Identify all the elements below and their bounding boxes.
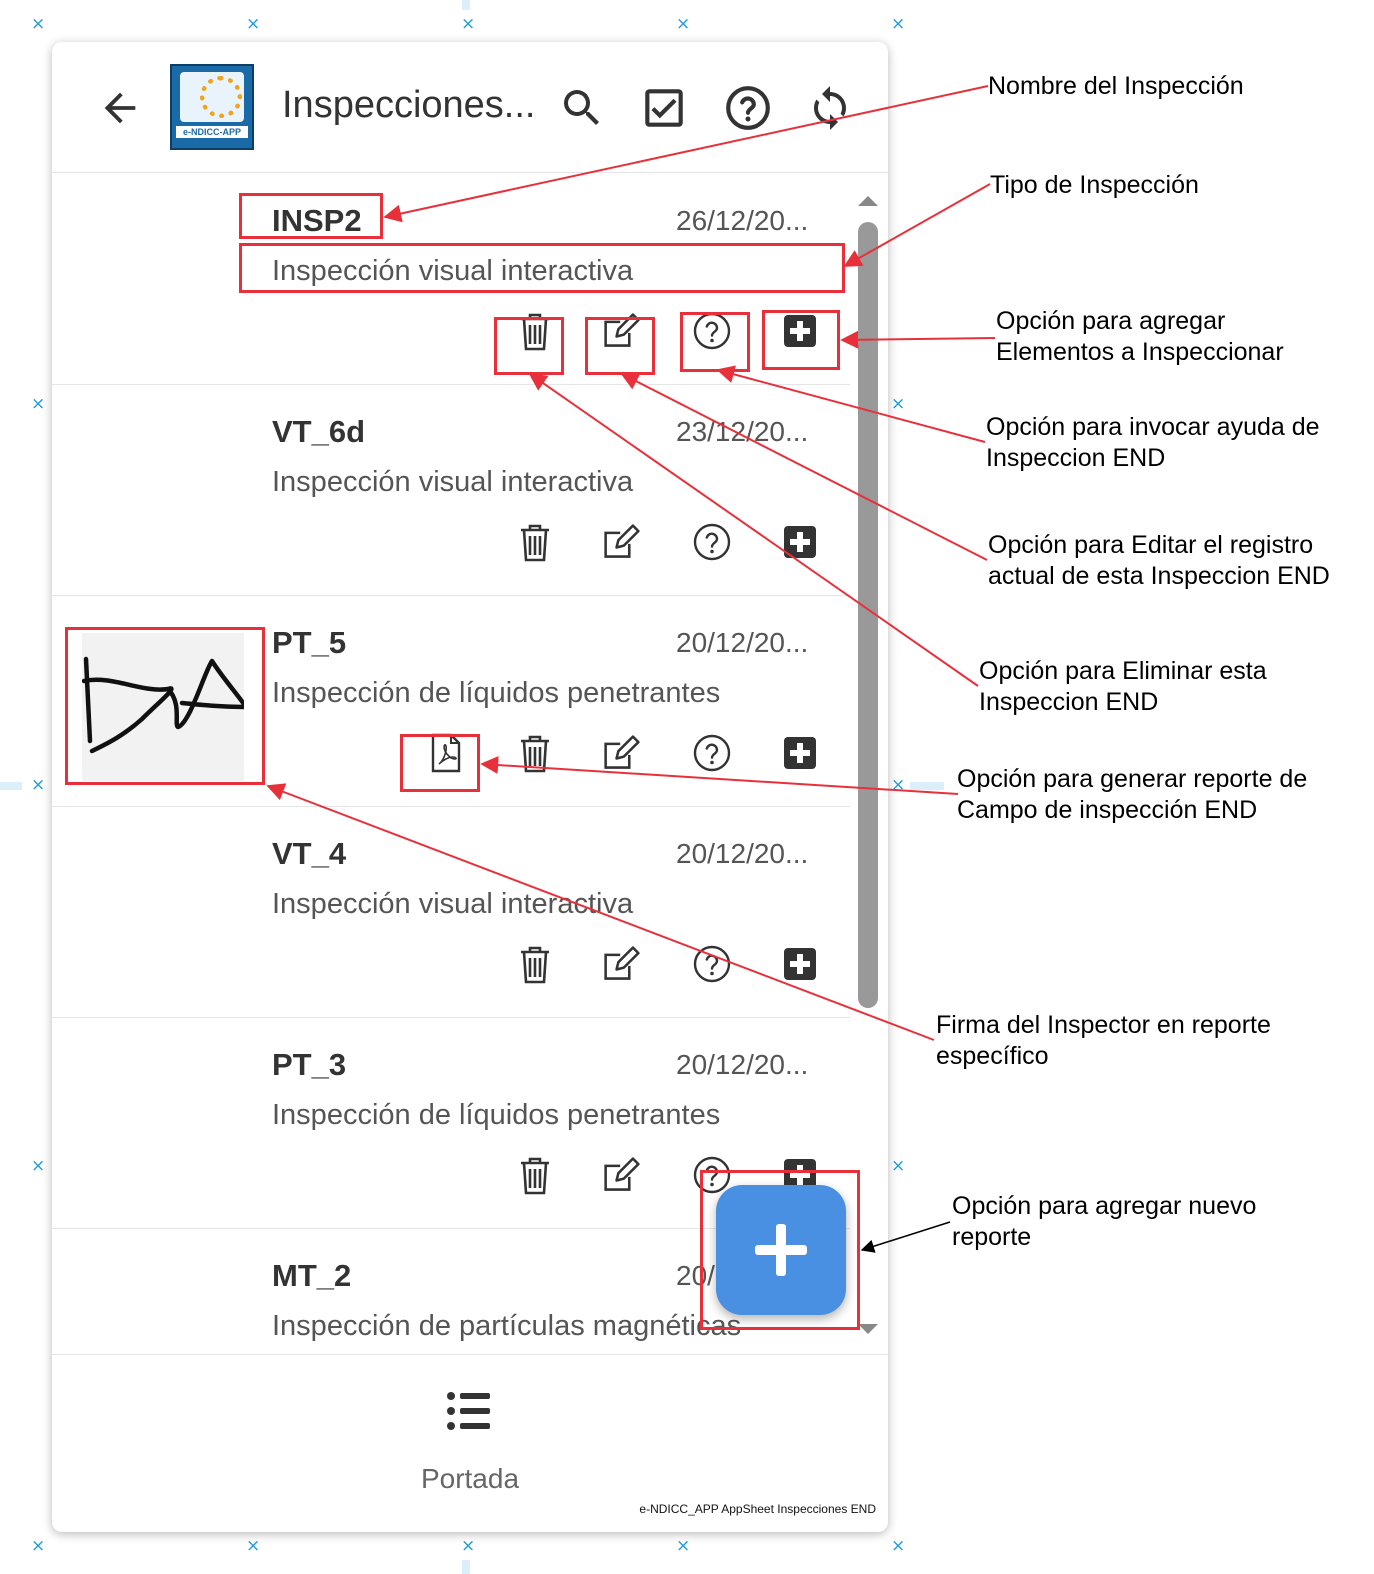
callout-line: Elementos a Inspeccionar <box>996 338 1284 366</box>
callout-line: Inspeccion END <box>986 444 1166 472</box>
guide-mark: × <box>676 1536 691 1556</box>
nav-label: Portada <box>420 1463 520 1494</box>
callout-ayuda <box>986 412 1320 474</box>
guide-mark: × <box>31 1156 46 1176</box>
guide-mark: × <box>246 14 261 34</box>
callout-nombre <box>988 71 1244 102</box>
callout-line: Nombre del Inspección <box>988 72 1244 100</box>
callout-reporte <box>957 764 1307 826</box>
callout-line: Firma del Inspector en reporte <box>936 1011 1271 1039</box>
guide-mark: × <box>31 14 46 34</box>
inspection-type: Inspección de partículas magnéticas <box>272 1310 742 1342</box>
inspection-date: 20/ <box>676 1260 715 1291</box>
callout-tipo <box>990 170 1199 201</box>
inspection-date: 20/12/20... <box>676 627 809 658</box>
inspection-name: PT_3 <box>272 1047 347 1082</box>
guide-mark: × <box>31 775 46 795</box>
inspection-date: 26/12/20... <box>676 205 809 236</box>
page-title: Inspecciones... <box>282 84 536 126</box>
callout-eliminar <box>979 656 1267 718</box>
logo-text: e-NDICC-APP <box>176 126 248 138</box>
inspection-type: Inspección visual interactiva <box>272 255 634 287</box>
callout-line: Opción para agregar <box>996 307 1226 335</box>
callout-line: Opción para Editar el registro <box>988 531 1314 559</box>
callout-line: Opción para agregar nuevo <box>952 1192 1257 1220</box>
callout-line: específico <box>936 1042 1049 1070</box>
guide-mark: × <box>891 775 906 795</box>
guide-mark: × <box>246 1536 261 1556</box>
callout-line: Opción para invocar ayuda de <box>986 413 1320 441</box>
callout-line: actual de esta Inspeccion END <box>988 562 1330 590</box>
inspection-date: 20/12/20... <box>676 838 809 869</box>
callout-nuevo <box>952 1191 1256 1253</box>
inspection-name: VT_4 <box>272 836 347 871</box>
callout-line: Opción para generar reporte de <box>957 765 1308 793</box>
callout-line: Campo de inspección END <box>957 796 1258 824</box>
callout-line: Opción para Eliminar esta <box>979 657 1267 685</box>
guide-mark: × <box>676 14 691 34</box>
callout-line: Tipo de Inspección <box>990 171 1199 199</box>
inspection-name: VT_6d <box>272 414 366 449</box>
guide-mark: × <box>891 394 906 414</box>
inspection-date: 20/12/20... <box>676 1049 809 1080</box>
guide-mark: × <box>461 14 476 34</box>
inspection-name: MT_2 <box>272 1258 352 1293</box>
callout-line: reporte <box>952 1223 1032 1251</box>
guide-mark: × <box>461 1536 476 1556</box>
inspection-name: PT_5 <box>272 625 347 660</box>
guide-mark: × <box>891 14 906 34</box>
guide-mark: × <box>891 1536 906 1556</box>
inspection-name: INSP2 <box>272 203 362 238</box>
callout-editar <box>988 530 1330 592</box>
callout-line: Inspeccion END <box>979 688 1159 716</box>
callout-agregar-elementos <box>996 306 1284 368</box>
inspection-date: 23/12/20... <box>676 416 809 447</box>
guide-mark: × <box>31 1536 46 1556</box>
inspection-type: Inspección visual interactiva <box>272 466 634 498</box>
inspection-type: Inspección de líquidos penetrantes <box>272 677 721 709</box>
inspection-type: Inspección visual interactiva <box>272 888 634 920</box>
inspection-type: Inspección de líquidos penetrantes <box>272 1099 721 1131</box>
guide-mark: × <box>891 1156 906 1176</box>
callout-firma <box>936 1010 1271 1072</box>
guide-mark: × <box>31 394 46 414</box>
footer-note: e-NDICC_APP AppSheet Inspecciones END <box>639 1502 876 1516</box>
